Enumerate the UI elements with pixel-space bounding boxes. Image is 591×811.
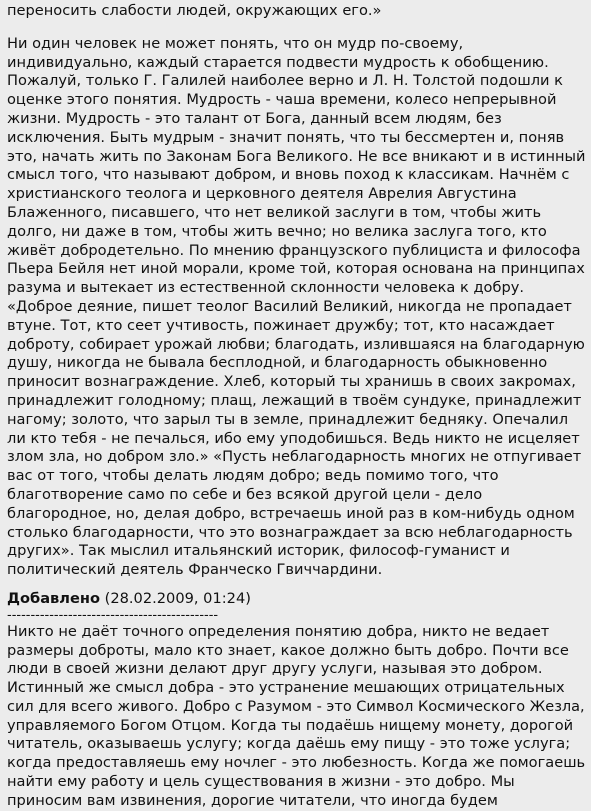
text-line: приносит вознаграждение. Хлеб, который ты хранишь в своих закромах, [7, 373, 576, 391]
post-date: (28.02.2009, 01:24) [104, 589, 251, 607]
text-line: вас от того, чтобы делать людям добро; ведь помимо того, что [7, 467, 499, 485]
text-line: смысл того, что называют добром, и вновь поход к классикам. Начнём с [7, 166, 570, 184]
text-line: душу, никогда не бывала бесплодной, и благодарность обыкновенно [7, 354, 548, 372]
post-spacer [7, 580, 585, 590]
text-line: люди в своей жизни делают друг другу услуги, называя это добром. [7, 660, 543, 678]
text-line: размеры доброты, мало кто знает, какое должно быть добро. Почти все [7, 641, 569, 659]
text-line: живёт добродетельно. По мнению французского публициста и философа [7, 241, 581, 259]
text-line: читатель, оказываешь услугу; когда даёшь ему пищу - это тоже услуга; [7, 735, 571, 753]
text-line: благородное, но, делая добро, встречаешь иной раз в ком-нибудь одном [7, 504, 575, 522]
text-line: нагому; золото, что зарыл ты в земле, принадлежит бедняку. Опечалил [7, 410, 569, 428]
text-line: Ни один человек не может понять, что он мудр по-своему, [7, 34, 464, 52]
main-paragraph [7, 35, 585, 580]
text-line: сил для всего живого. Добро с Разумом - это Символ Космического Жезла, [7, 697, 585, 715]
text-line: переносить слабости людей, окружающих его.» [7, 2, 382, 19]
text-line: когда предоставляешь ему ночлег - это любезность. Когда же помогаешь [7, 754, 586, 772]
text-line: Пьера Бейля нет иной морали, кроме той, которая основана на принципах [7, 260, 585, 278]
second-paragraph [7, 623, 585, 811]
text-line: других». Так мыслил итальянский историк, философ-гуманист и [7, 542, 510, 560]
text-line: управляемого Богом Отцом. Когда ты подаёшь нищему монету, дорогой [7, 716, 574, 734]
text-line: найти ему работу и цель существования в жизни - это добро. Мы [7, 773, 515, 791]
text-line: Пожалуй, только Г. Галилей наиболее верно и Л. Н. Толстой подошли к [7, 72, 563, 90]
text-line: втуне. Тот, кто сеет учтивость, пожинает дружбу; тот, кто насаждает [7, 316, 555, 334]
text-line: оценке этого понятия. Мудрость - чаша времени, колесо непрерывной [7, 91, 557, 109]
post-header [7, 590, 585, 609]
text-line: индивидуально, каждый старается подвести мудрость к обобщению. [7, 53, 549, 71]
text-line: приносим вам извинения, дорогие читатели, что иногда будем [7, 791, 498, 809]
text-line: долго, ни даже в том, чтобы жить вечно; но велика заслуга того, кто [7, 222, 547, 240]
text-line: это, начать жить по Законам Бога Великого. Не все вникают и в истинный [7, 147, 586, 165]
text-line: принадлежит голодному; плащ, лежащий в твоём сундуке, принадлежит [7, 391, 582, 409]
text-line: столько благодарности, что это вознаграждает за всю неблагодарность [7, 523, 573, 541]
text-line: Никто не даёт точного определения понятию добра, никто не ведает [7, 622, 550, 640]
post-divider: --------------------------------------------- [7, 607, 219, 623]
text-line: разума и вытекает из естественной склонности человека к добру. [7, 279, 525, 297]
text-line: исключения. Быть мудрым - значит понять, что ты бессмертен и, поняв [7, 128, 565, 146]
text-line: благотворение само по себе и без всякой другой цели - дело [7, 485, 483, 503]
text-line: политический деятель Франческо Гвиччардини. [7, 561, 383, 579]
text-line: «Доброе деяние, пишет теолог Василий Великий, никогда не пропадает [7, 297, 572, 315]
text-line: христианского теолога и церковного деятеля Аврелия Августина [7, 185, 517, 203]
text-line: жизни. Мудрость - это талант от Бога, данный всем людям, без [7, 109, 502, 127]
post-author: Добавлено [7, 589, 100, 607]
text-line: Блаженного, писавшего, что нет великой заслуги в том, чтобы жить [7, 203, 542, 221]
paragraph-spacer [7, 21, 585, 35]
text-line: доброту, собирает урожай любви; благодать, излившаяся на благодарную [7, 335, 585, 353]
text-line: злом зла, но добром зло.» «Пусть неблагодарность многих не отпугивает [7, 448, 582, 466]
top-fragment-paragraph [7, 0, 585, 21]
text-line: Истинный же смысл добра - это устранение мешающих отрицательных [7, 679, 565, 697]
text-line: ли кто тебя - не печалься, ибо ему уподобишься. Ведь никто не исцеляет [7, 429, 580, 447]
